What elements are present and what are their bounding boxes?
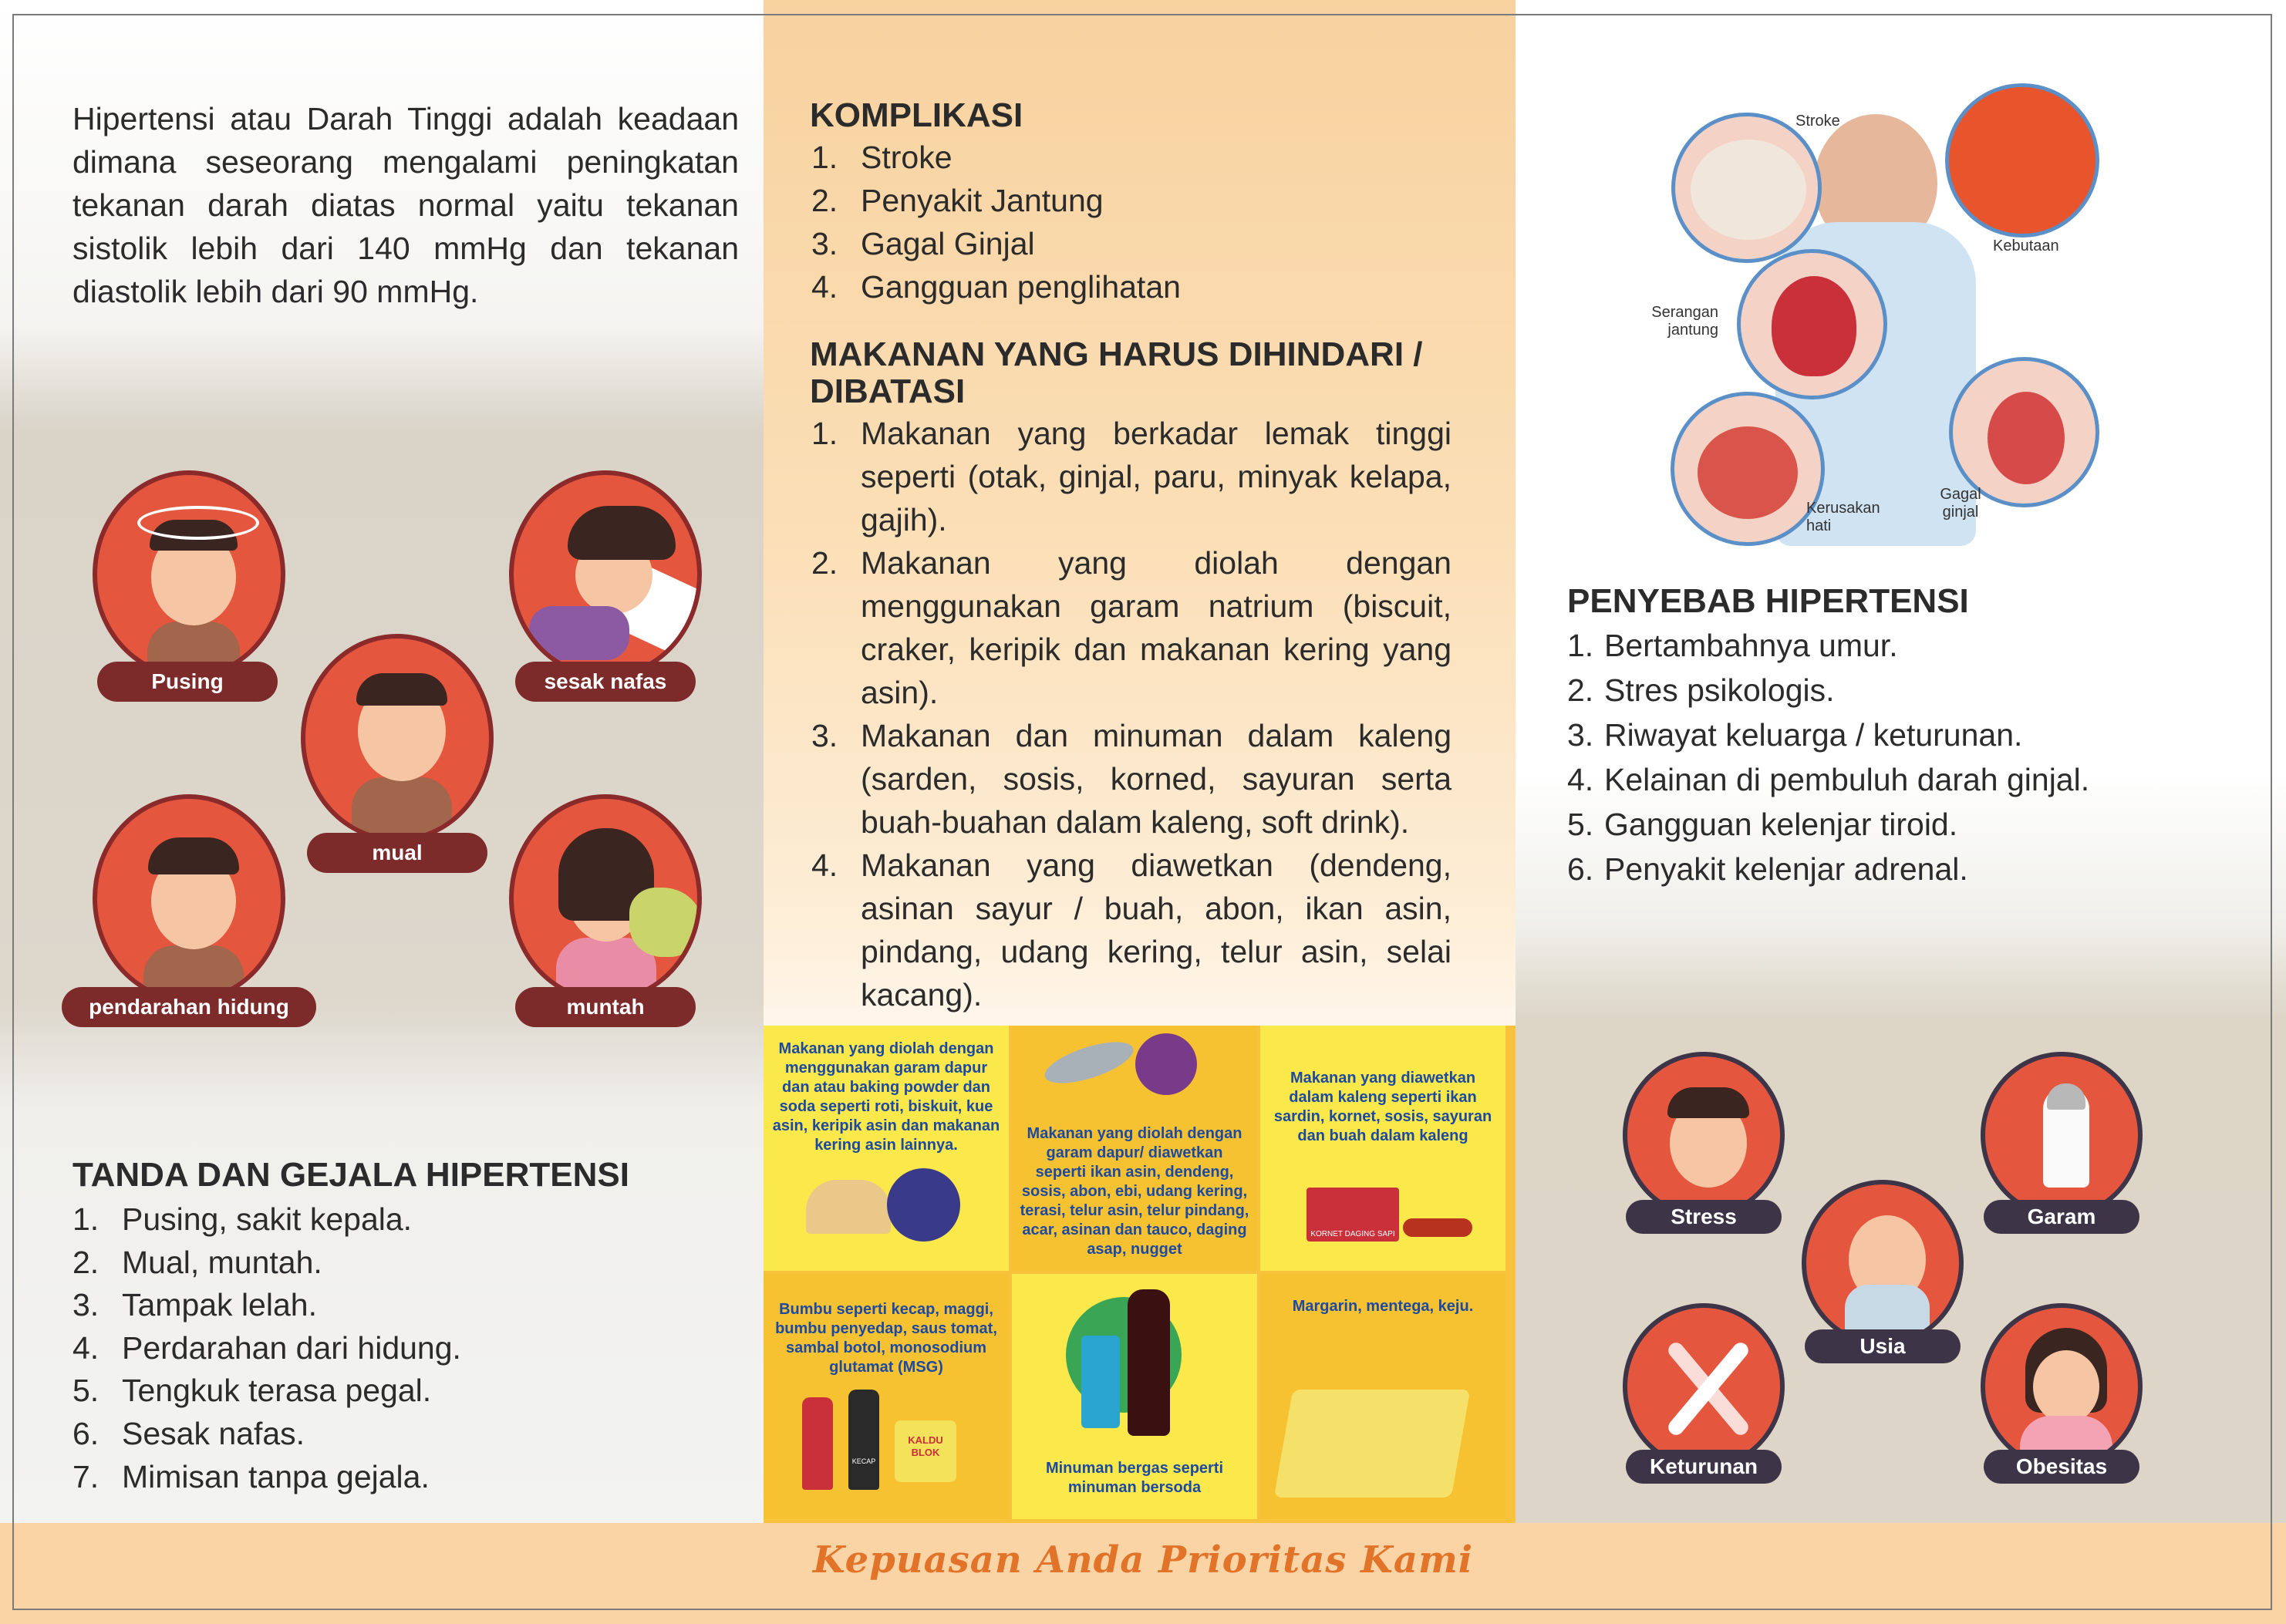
list-item: 6. Sesak nafas. xyxy=(72,1415,305,1451)
symptom-label: Pusing xyxy=(97,662,278,702)
cause-label: Usia xyxy=(1805,1329,1961,1363)
elderly-person-icon xyxy=(1802,1180,1964,1346)
list-item: 4. Kelainan di pembuluh darah ginjal. xyxy=(1567,762,2090,797)
list-item: 3. Riwayat keluarga / keturunan. xyxy=(1567,717,2023,753)
food-cell-dairy: Margarin, mentega, keju. xyxy=(1260,1274,1505,1519)
causes-list xyxy=(1567,623,2246,891)
cause-obesitas xyxy=(1981,1303,2139,1488)
cheese-icon xyxy=(1274,1390,1471,1498)
list-item: 4. Perdarahan dari hidung. xyxy=(72,1329,461,1366)
list-item: 3. Tampak lelah. xyxy=(72,1287,317,1323)
intro-paragraph: Hipertensi atau Darah Tinggi adalah keadaan dimana seseorang mengalami peningkatan tekanan darah diatas normal yaitu tekanan sistolik lebih dari 140 mmHg dan tekanan diastolik lebih dari 90 mmHg. xyxy=(72,101,739,309)
cause-stress xyxy=(1623,1052,1782,1237)
kaldu-block-icon: KALDU BLOK xyxy=(895,1420,956,1482)
cause-keturunan xyxy=(1623,1303,1782,1488)
symptom-muntah xyxy=(507,794,700,1033)
foods-list xyxy=(811,412,1452,1016)
stressed-person-icon xyxy=(1623,1052,1785,1218)
food-cell-baked: Makanan yang diolah dengan menggunakan garam dapur dan atau baking powder dan soda seperti roti, biskuit, kue asin, keripik asin dan makanan kering asin lainnya. xyxy=(764,1026,1009,1271)
footer-band xyxy=(0,1523,2286,1624)
symptom-sesak-nafas xyxy=(507,470,700,709)
soda-can-icon xyxy=(1081,1336,1120,1428)
list-item: 2. Mual, muntah. xyxy=(72,1244,322,1280)
canned-food-icon: KORNET DAGING SAPI xyxy=(1307,1188,1399,1242)
signs-heading: TANDA DAN GEJALA HIPERTENSI xyxy=(72,1156,629,1194)
retina-blindness-icon xyxy=(1945,83,2099,238)
complications-heading: KOMPLIKASI xyxy=(810,96,1023,134)
sausage-icon xyxy=(1403,1218,1472,1237)
diagram-label: Kebutaan xyxy=(1993,238,2059,254)
symptom-label: pendarahan hidung xyxy=(62,987,316,1027)
complications-diagram xyxy=(1651,83,2106,546)
symptom-mual xyxy=(301,634,494,881)
cause-label: Stress xyxy=(1626,1200,1782,1234)
cause-usia xyxy=(1802,1180,1961,1365)
list-item: 1. Stroke xyxy=(811,140,952,175)
list-item: 2. Stres psikologis. xyxy=(1567,672,1835,708)
list-item: 3. Makanan dan minuman dalam kaleng (sarden, sosis, korned, sayuran serta buah-buahan dalam kaleng, soft drink). xyxy=(811,718,1452,840)
vomiting-person-icon xyxy=(509,794,702,1002)
list-item: 1. Bertambahnya umur. xyxy=(1567,628,1898,663)
list-item: 6. Penyakit kelenjar adrenal. xyxy=(1567,851,1968,887)
dna-icon xyxy=(1623,1303,1785,1470)
list-item: 4. Makanan yang diawetkan (dendeng, asinan sayur / buah, abon, ikan asin, pindang, udang kering, telur asin, selai kacang). xyxy=(811,847,1452,1012)
symptom-label: sesak nafas xyxy=(515,662,696,702)
list-item: 3. Gagal Ginjal xyxy=(811,226,1035,261)
diagram-label: Gagal ginjal xyxy=(1940,486,1981,521)
symptom-label: muntah xyxy=(515,987,696,1027)
nosebleed-person-icon xyxy=(93,794,285,1002)
symptom-label: mual xyxy=(307,833,487,873)
breathless-person-icon xyxy=(509,470,702,679)
cause-garam xyxy=(1981,1052,2139,1237)
symptom-pusing xyxy=(91,470,290,709)
list-item: 4. Gangguan penglihatan xyxy=(811,269,1181,305)
footer-tagline: Kepuasan Anda Prioritas Kami xyxy=(812,1538,1474,1582)
foods-heading: MAKANAN YANG HARUS DIHINDARI / DIBATASI xyxy=(810,335,1423,410)
list-item: 5. Tengkuk terasa pegal. xyxy=(72,1373,432,1409)
dried-fish-icon xyxy=(1135,1033,1197,1095)
complications-list xyxy=(811,136,1452,308)
soda-bottle-icon xyxy=(1128,1289,1170,1436)
cause-label: Obesitas xyxy=(1984,1450,2139,1484)
kecap-bottle-icon: KECAP xyxy=(848,1390,879,1490)
signs-list xyxy=(72,1198,736,1498)
list-item: 7. Mimisan tanpa gejala. xyxy=(72,1458,430,1494)
list-item: 2. Makanan yang diolah dengan menggunakan garam natrium (biscuit, craker, keripik dan makanan kering yang asin). xyxy=(811,545,1452,710)
causes-heading: PENYEBAB HIPERTENSI xyxy=(1567,582,1969,620)
food-cell-canned: Makanan yang diawetkan dalam kaleng seperti ikan sardin, kornet, sosis, sayuran dan buah dalam kaleng KORNET DAGING SAPI xyxy=(1260,1026,1505,1271)
diagram-label: Kerusakan hati xyxy=(1806,500,1880,534)
food-illustration-grid xyxy=(764,1026,1516,1523)
brain-stroke-icon xyxy=(1671,113,1822,263)
list-item: 5. Gangguan kelenjar tiroid. xyxy=(1567,807,1958,842)
sauce-bottle-icon xyxy=(802,1397,833,1490)
list-item: 1. Makanan yang berkadar lemak tinggi seperti (otak, ginjal, paru, minyak kelapa, gajih). xyxy=(811,416,1452,537)
cause-label: Keturunan xyxy=(1626,1450,1782,1484)
food-cell-softdrink: Minuman bergas seperti minuman bersoda xyxy=(1012,1274,1257,1519)
bread-icon xyxy=(806,1180,891,1234)
nauseous-person-icon xyxy=(301,634,494,842)
child-person-icon xyxy=(1981,1303,2143,1470)
biscuit-icon xyxy=(887,1168,960,1242)
liver-damage-icon xyxy=(1671,392,1825,546)
diagram-label: Stroke xyxy=(1795,113,1840,130)
kidney-failure-icon xyxy=(1949,357,2099,507)
diagram-label: Serangan jantung xyxy=(1651,304,1718,339)
symptom-pendarahan-hidung xyxy=(62,794,318,1033)
list-item: 1. Pusing, sakit kepala. xyxy=(72,1201,413,1237)
food-cell-preserved: Makanan yang diolah dengan garam dapur/ diawetkan seperti ikan asin, dendeng, sosis, abon, ebi, udang kering, terasi, telur asin, telur pindang, acar, asinan dan tauco, daging asap, nugget xyxy=(1012,1026,1257,1271)
list-item: 2. Penyakit Jantung xyxy=(811,183,1104,218)
heart-attack-icon xyxy=(1737,249,1887,399)
salt-shaker-icon xyxy=(1981,1052,2143,1218)
cause-label: Garam xyxy=(1984,1200,2139,1234)
dizzy-person-icon xyxy=(93,470,285,679)
food-cell-seasoning: Bumbu seperti kecap, maggi, bumbu penyedap, saus tomat, sambal botol, monosodium glutamat (MSG) KECAP KALDU BLOK xyxy=(764,1274,1009,1519)
